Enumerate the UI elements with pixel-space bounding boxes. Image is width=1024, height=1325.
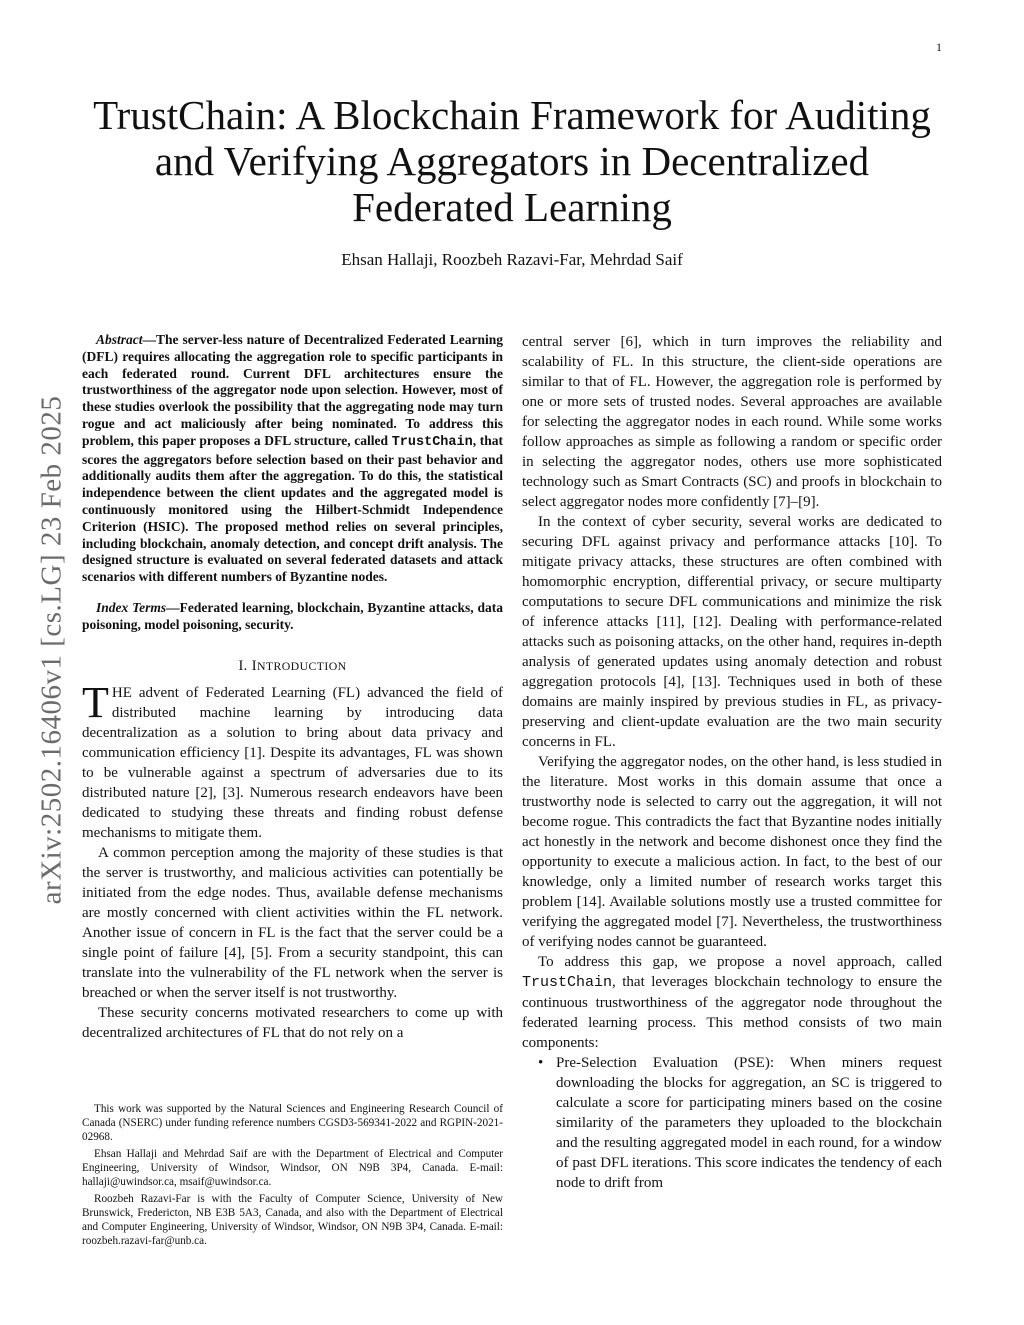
left-column <box>82 332 503 1043</box>
right-column <box>522 332 942 1193</box>
author-list: Ehsan Hallaji, Roozbeh Razavi-Far, Mehrdad Saif <box>341 250 683 269</box>
list-item-text: Pre-Selection Evaluation (PSE): When miners request downloading the blocks for aggregation, an SC is triggered to calculate a score for participating miners based on the cosine similarity of the parameters they uploaded to the blockchain and the resulting aggregated model in each round, for a window of past DFL iterations. This score indicates the tendency of each node to drift from <box>556 1055 942 1191</box>
footnote-affiliation: Roozbeh Razavi-Far is with the Faculty of Computer Science, University of New Brunswick, Fredericton, NB E3B 5A3, Canada, and also with the Department of Electrical and Computer Engineering, University of Windsor, Windsor, ON N9B 3P4, Canada. E-mail: roozbeh.razavi-far@unb.ca. <box>82 1193 503 1247</box>
title-block <box>60 92 964 270</box>
abstract-label: Abstract <box>96 332 143 347</box>
section-title-rest: NTRODUCTION <box>256 658 347 673</box>
component-list <box>522 1053 942 1193</box>
title-line: TrustChain: A Blockchain Framework for Auditing <box>93 92 931 138</box>
arxiv-identifier: arXiv:2502.16406v1 [cs.LG] 23 Feb 2025 <box>35 395 68 905</box>
intro-paragraph: A common perception among the majority of these studies is that the server is trustworthy, and malicious activities can potentially be initiated from the edge nodes. Thus, available defense mechanisms are mostly concerned with client activities within the FL network. Another issue of concern in FL is the fact that the server could be a single point of failure [4], [5]. From a security standpoint, this can translate into the vulnerability of the FL network when the server is breached or when the server itself is not trustworthy. <box>82 844 503 1001</box>
bullet-marker: • <box>538 1055 544 1071</box>
method-name: TrustChain <box>522 974 613 991</box>
title-line: and Verifying Aggregators in Decentralized <box>154 138 870 184</box>
abstract: Abstract—The server-less nature of Decentralized Federated Learning (DFL) requires allocating the aggregation role to specific participants in each federated round. Current DFL architectures ensure the trustworthiness of the aggregator node upon selection. However, most of these studies overlook the possibility that the aggregating node may turn rogue and act maliciously after being nominated. To address this problem, this paper proposes a DFL structure, called TrustChain, that scores the aggregators before selection based on their past behavior and additionally audits them after the aggregation. To do this, the statistical independence between the client updates and the aggregated model is continuously monitored using the Hilbert-Schmidt Independence Criterion (HSIC). The proposed method relies on several principles, including blockchain, anomaly detection, and concept drift analysis. The designed structure is evaluated on several federated datasets and attack scenarios with different numbers of Byzantine nodes. <box>82 332 504 585</box>
drop-cap: T <box>82 677 109 727</box>
body-paragraph: Verifying the aggregator nodes, on the other hand, is less studied in the literature. Most works in this domain assume that once a trustworthy node is selected to carry out the aggregation, it will not become rogue. This contradicts the fact that Byzantine nodes initially act honestly in the network and become dishonest once they find the opportunity to execute a malicious action. In fact, to the best of our knowledge, only a limited number of research works target this problem [14]. Available solutions mostly use a trusted committee for verifying the aggregated model [7]. Nevertheless, the trustworthiness of verifying nodes cannot be guaranteed. <box>522 754 942 950</box>
body-paragraph <box>522 952 942 1053</box>
intro-paragraph <box>82 677 503 843</box>
title-line: Federated Learning <box>352 184 672 230</box>
method-name: TrustChain <box>391 434 473 450</box>
index-terms: Index Terms—Federated learning, blockchain, Byzantine attacks, data poisoning, model poisoning, security. <box>82 599 504 632</box>
index-terms-label: Index Terms <box>96 599 167 615</box>
page-number: 1 <box>936 40 942 54</box>
footnotes <box>82 1102 503 1251</box>
paper-title <box>60 92 964 230</box>
paragraph-text: To address this gap, we propose a novel approach, called <box>538 954 942 970</box>
intro-paragraph: These security concerns motivated researchers to come up with decentralized architectures of FL that do not rely on a <box>82 1004 503 1041</box>
section-initial: I <box>251 657 257 674</box>
abstract-text: , that scores the aggregators before selection based on their past behavior and additionally audits them after the aggregation. To do this, the statistical independence between the client updates and the aggregated model is continuously monitored using the Hilbert-Schmidt Independence Criterion (HSIC). The proposed method relies on several principles, including blockchain, anomaly detection, and concept drift analysis. The designed structure is evaluated on several federated datasets and attack scenarios with different numbers of Byzantine nodes. <box>82 432 504 585</box>
index-terms-text: Federated learning, blockchain, Byzantine attacks, data poisoning, model poisoning, security. <box>82 599 504 632</box>
footnote-funding: This work was supported by the Natural Sciences and Engineering Research Council of Canada (NSERC) under funding reference numbers CGSD3-569341-2022 and RGPIN-2021-02968. <box>82 1103 503 1143</box>
list-item <box>522 1053 942 1193</box>
paragraph-text: HE advent of Federated Learning (FL) advanced the field of distributed machine learning by introducing data decentralization as a solution to bring about data privacy and communication efficiency [1]. Despite its advantages, FL was shown to be vulnerable against a spectrum of adversaries due to its distributed nature [2], [3]. Numerous research endeavors have been dedicated to studying these threats and finding robust defense mechanisms to mitigate them. <box>82 684 503 841</box>
paragraph-text: , that leverages blockchain technology to ensure the continuous trustworthiness of the aggregator node throughout the federated learning process. This method consists of two main components: <box>522 974 942 1051</box>
section-numeral: I. <box>238 657 248 674</box>
body-paragraph: central server [6], which in turn improves the reliability and scalability of FL. In this structure, the client-side operations are similar to that of FL. However, the aggregation role is performed by one or more sets of trusted nodes. Several approaches are available for selecting the aggregator nodes in each round. While some works follow approaches as simple as following a random or specific order in selecting the aggregator nodes, others use more sophisticated technology such as Smart Contracts (SC) and proofs in blockchain to select aggregator nodes more confidently [7]–[9]. <box>522 334 942 510</box>
footnote-affiliation: Ehsan Hallaji and Mehrdad Saif are with the Department of Electrical and Computer Engineering, University of Windsor, Windsor, ON N9B 3P4, Canada. E-mail: hallaji@uwindsor.ca, msaif@uwindsor.ca. <box>82 1148 503 1188</box>
section-heading-introduction <box>82 658 503 675</box>
body-paragraph: In the context of cyber security, several works are dedicated to securing DFL against privacy and performance attacks [10]. To mitigate privacy attacks, these structures are often combined with homomorphic encryption, differential privacy, or secure multiparty computations to secure DFL communications and minimize the risk of inference attacks [11], [12]. Dealing with performance-related attacks such as poisoning attacks, on the other hand, requires in-depth analysis of generated updates using anomaly detection and robust aggregation protocols [4], [13]. Techniques used in both of these domains are mainly inspired by previous studies in FL, as privacy-preserving and client-update evaluation are the two main security concerns in FL. <box>522 514 942 750</box>
abstract-text: The server-less nature of Decentralized Federated Learning (DFL) requires allocating the aggregation role to specific participants in each federated round. Current DFL architectures ensure the trustworthiness of the aggregator node upon selection. However, most of these studies overlook the possibility that the aggregating node may turn rogue and act maliciously after being nominated. To address this problem, this paper proposes a DFL structure, called <box>82 332 503 448</box>
